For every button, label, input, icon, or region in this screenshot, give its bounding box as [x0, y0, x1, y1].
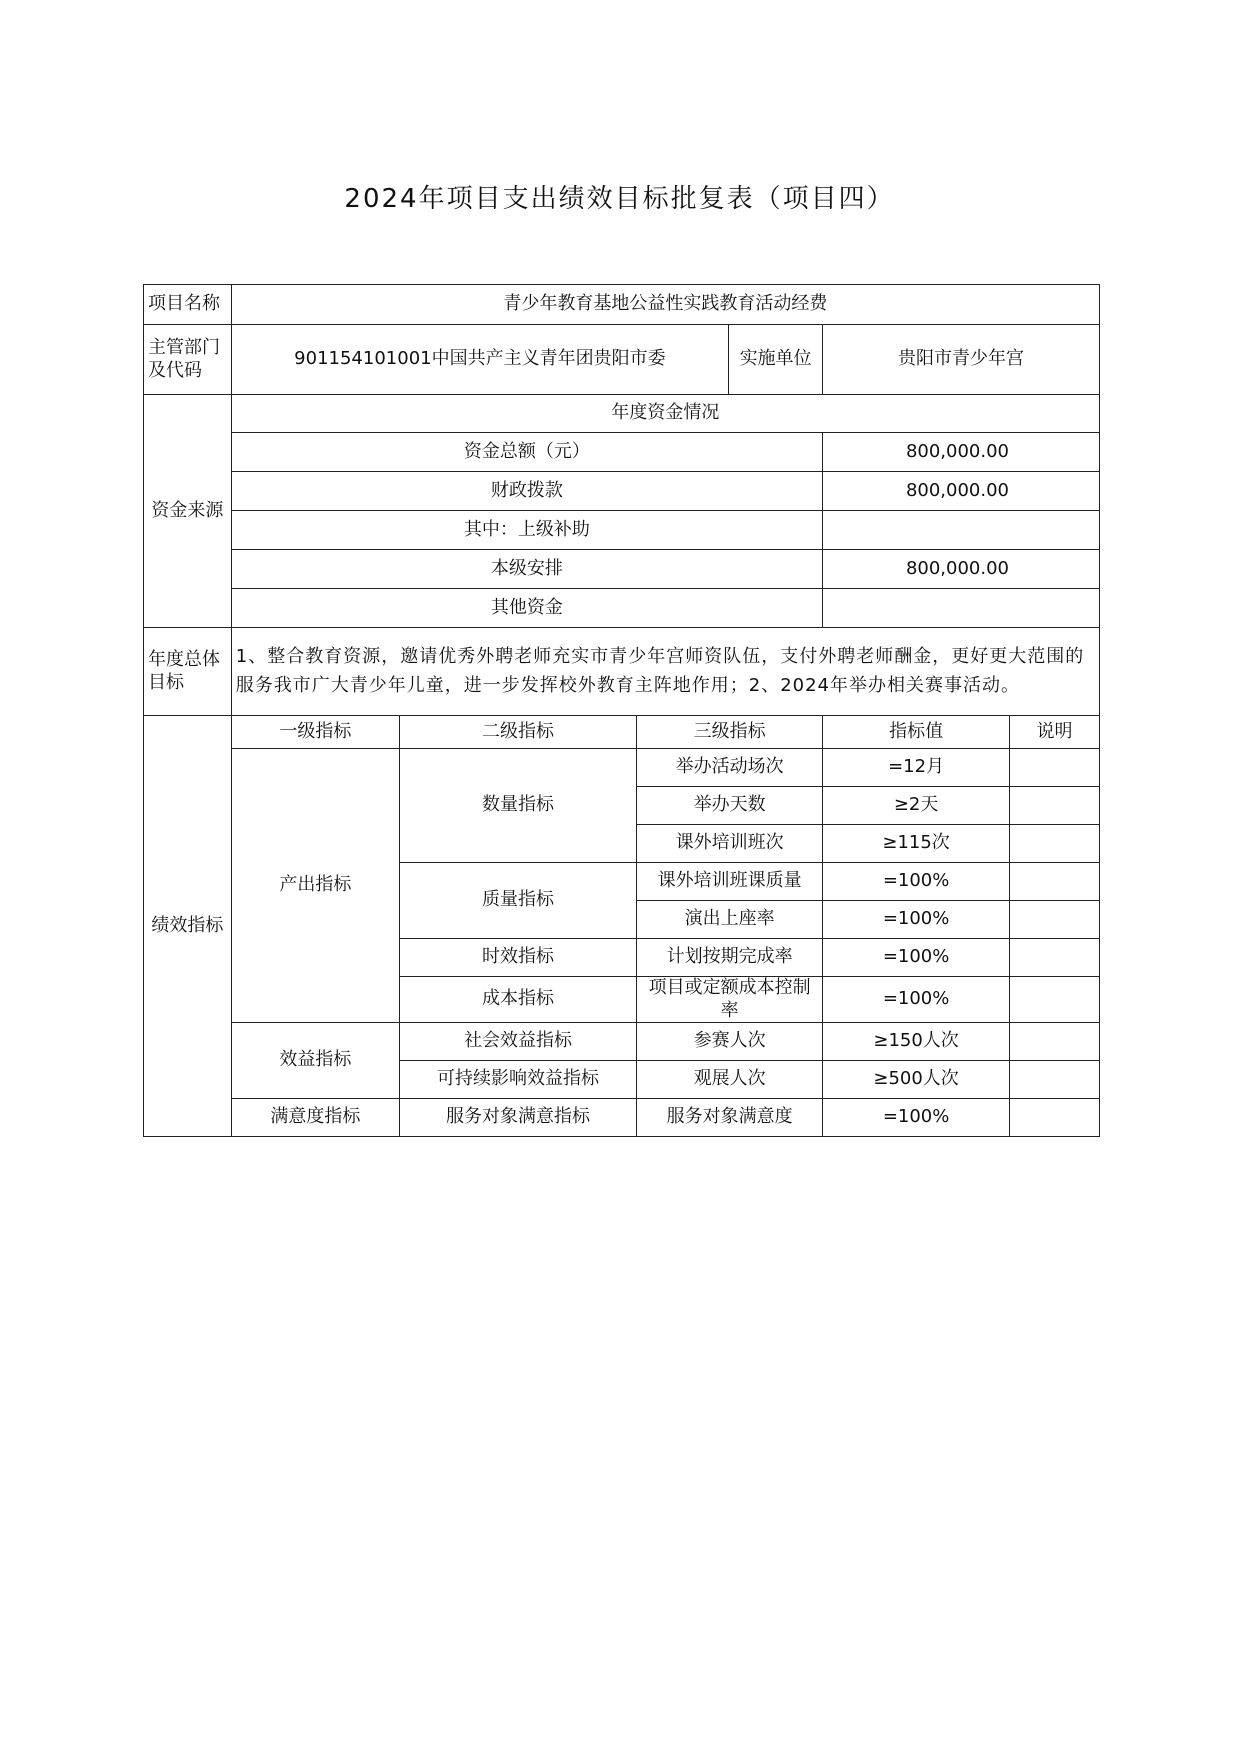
- funds-label: 资金来源: [144, 395, 232, 628]
- value-cell: =100%: [823, 901, 1010, 939]
- level3-cell: 举办天数: [637, 787, 823, 825]
- note-cell: [1010, 1061, 1100, 1099]
- level3-cell: 课外培训班课质量: [637, 863, 823, 901]
- note-cell: [1010, 749, 1100, 787]
- level2-cell: 服务对象满意指标: [399, 1099, 636, 1137]
- funds-row-value: 800,000.00: [823, 550, 1100, 589]
- perf-header: 二级指标: [399, 716, 636, 749]
- note-cell: [1010, 901, 1100, 939]
- funds-row-label: 资金总额（元）: [231, 433, 822, 472]
- page-title: 2024年项目支出绩效目标批复表（项目四）: [344, 184, 895, 214]
- note-cell: [1010, 787, 1100, 825]
- perf-label: 绩效指标: [144, 716, 232, 1137]
- perf-header: 三级指标: [637, 716, 823, 749]
- value-cell: =100%: [823, 977, 1010, 1023]
- perf-header: 说明: [1010, 716, 1100, 749]
- funds-row-value: 800,000.00: [823, 433, 1100, 472]
- funds-row-value: 800,000.00: [823, 472, 1100, 511]
- funds-row-label: 其中：上级补助: [231, 511, 822, 550]
- note-cell: [1010, 825, 1100, 863]
- value-cell: =100%: [823, 939, 1010, 977]
- value-cell: ≥500人次: [823, 1061, 1010, 1099]
- project-name-value: 青少年教育基地公益性实践教育活动经费: [231, 285, 1099, 325]
- value-cell: ≥115次: [823, 825, 1010, 863]
- dept-label: 主管部门及代码: [144, 325, 232, 395]
- level2-cell: 质量指标: [399, 863, 636, 939]
- funds-row-label: 其他资金: [231, 589, 822, 628]
- funds-row-value: [823, 589, 1100, 628]
- perf-header: 一级指标: [231, 716, 399, 749]
- level1-cell: 效益指标: [231, 1023, 399, 1099]
- value-cell: ≥2天: [823, 787, 1010, 825]
- dept-value: 901154101001中国共产主义青年团贵阳市委: [231, 325, 728, 395]
- level3-cell: 项目或定额成本控制率: [637, 977, 823, 1023]
- level2-cell: 成本指标: [399, 977, 636, 1023]
- funds-row-label: 财政拨款: [231, 472, 822, 511]
- note-cell: [1010, 977, 1100, 1023]
- note-cell: [1010, 1099, 1100, 1137]
- level2-cell: 数量指标: [399, 749, 636, 863]
- level3-cell: 计划按期完成率: [637, 939, 823, 977]
- level1-cell: 产出指标: [231, 749, 399, 1023]
- level3-cell: 举办活动场次: [637, 749, 823, 787]
- note-cell: [1010, 863, 1100, 901]
- value-cell: =100%: [823, 863, 1010, 901]
- goal-text: 1、整合教育资源，邀请优秀外聘老师充实市青少年宫师资队伍，支付外聘老师酬金，更好更大范围的服务我市广大青少年儿童，进一步发挥校外教育主阵地作用；2、2024年举办相关赛事活动。: [231, 628, 1099, 716]
- level3-cell: 观展人次: [637, 1061, 823, 1099]
- level3-cell: 课外培训班次: [637, 825, 823, 863]
- funds-row-label: 本级安排: [231, 550, 822, 589]
- level1-cell: 满意度指标: [231, 1099, 399, 1137]
- level3-cell: 演出上座率: [637, 901, 823, 939]
- level3-cell: 参赛人次: [637, 1023, 823, 1061]
- level2-cell: 时效指标: [399, 939, 636, 977]
- level3-cell: 服务对象满意度: [637, 1099, 823, 1137]
- impl-value: 贵阳市青少年宫: [823, 325, 1100, 395]
- impl-label: 实施单位: [729, 325, 823, 395]
- funds-row-value: [823, 511, 1100, 550]
- perf-header: 指标值: [823, 716, 1010, 749]
- note-cell: [1010, 1023, 1100, 1061]
- performance-table: [143, 284, 1100, 1137]
- level2-cell: 社会效益指标: [399, 1023, 636, 1061]
- level2-cell: 可持续影响效益指标: [399, 1061, 636, 1099]
- note-cell: [1010, 939, 1100, 977]
- goal-label: 年度总体目标: [144, 628, 232, 716]
- value-cell: ≥150人次: [823, 1023, 1010, 1061]
- value-cell: =100%: [823, 1099, 1010, 1137]
- funds-header: 年度资金情况: [231, 395, 1099, 433]
- project-name-label: 项目名称: [144, 285, 232, 325]
- value-cell: =12月: [823, 749, 1010, 787]
